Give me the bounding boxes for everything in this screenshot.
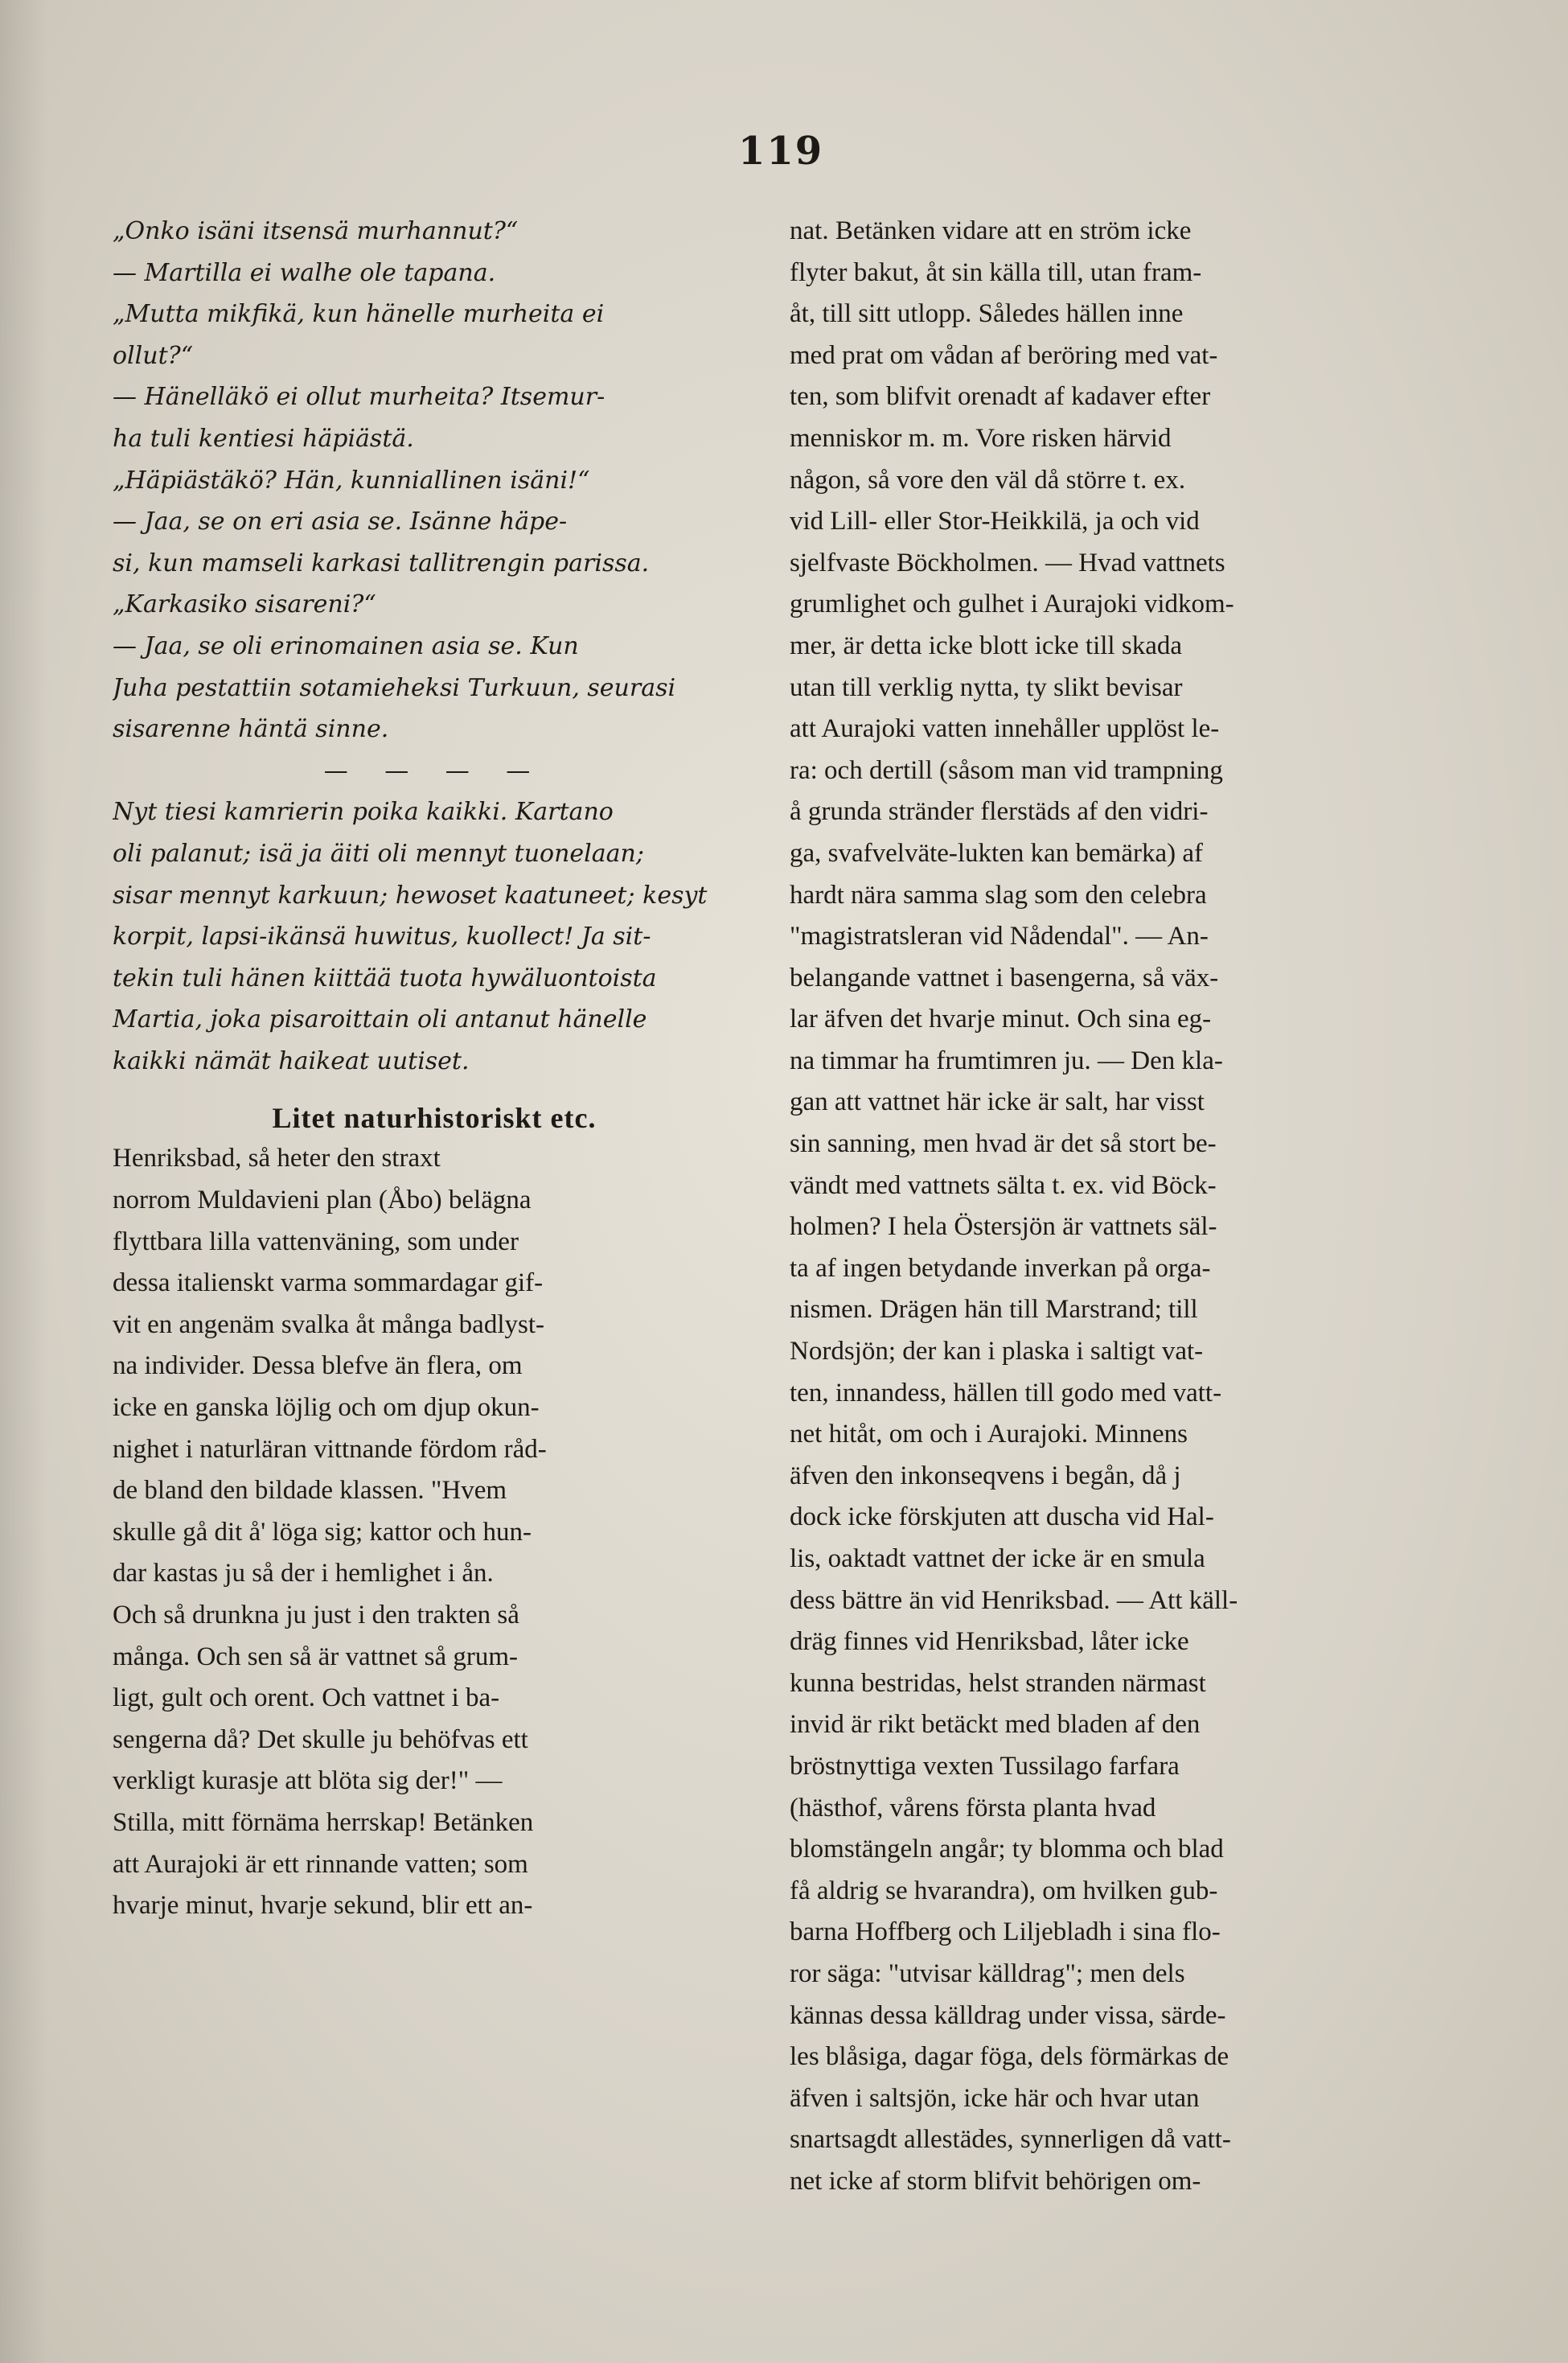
text-line: sjelfvaste Böckholmen. — Hvad vattnets	[790, 548, 1225, 577]
text-line: snartsagdt allestädes, synnerligen då vatt-	[790, 2125, 1231, 2155]
text-line: korpit, lapsi-ikänsä huwitus, kuollect! Ja sit-	[113, 923, 651, 951]
text-line: hardt nära samma slag som den celebra	[790, 880, 1207, 910]
text-line: icke en ganska löjlig och om djup okun-	[113, 1393, 540, 1423]
page-fold-shadow	[0, 0, 48, 2363]
article-body	[113, 1138, 756, 1926]
text-line: kännas dessa källdrag under vissa, särde-	[790, 2000, 1226, 2030]
text-line: att Aurajoki vatten innehåller upplöst le-	[790, 714, 1220, 744]
text-line: „Mutta mikfikä, kun hänelle murheita ei	[113, 300, 605, 329]
text-line: vändt med vattnets sälta t. ex. vid Böck-	[790, 1170, 1217, 1200]
section-heading: Litet naturhistoriskt etc.	[272, 1102, 597, 1135]
text-line: sisar mennyt karkuun; hewoset kaatuneet; kesyt	[113, 881, 708, 910]
text-line: ra: och dertill (såsom man vid trampning	[790, 755, 1223, 785]
text-line: (hästhof, vårens första planta hvad	[790, 1793, 1156, 1823]
text-line: Nyt tiesi kamrierin poika kaikki. Kartano	[113, 798, 614, 827]
text-line: ga, svafvelväte-lukten kan bemärka) af	[790, 838, 1203, 868]
section-separator: — — — —	[323, 756, 545, 785]
text-line: lar äfven det hvarje minut. Och sina eg-	[790, 1005, 1212, 1034]
text-line: lis, oaktadt vattnet der icke är en smula	[790, 1544, 1205, 1573]
text-line: bröstnyttiga vexten Tussilago farfara	[790, 1751, 1180, 1781]
page-number: 119	[738, 129, 824, 174]
text-line: grumlighet och gulhet i Aurajoki vidkom-	[790, 590, 1234, 619]
text-line: flyttbara lilla vattenväning, som under	[113, 1227, 519, 1256]
text-line: sengerna då? Det skulle ju behöfvas ett	[113, 1724, 528, 1754]
text-line: mer, är detta icke blott icke till skada	[790, 631, 1182, 660]
text-line: — Martilla ei walhe ole tapana.	[113, 258, 496, 287]
right-column	[790, 211, 1441, 2203]
text-line: dock icke förskjuten att duscha vid Hal-	[790, 1502, 1214, 1532]
text-line: dräg finnes vid Henriksbad, låter icke	[790, 1627, 1189, 1657]
text-line: net icke af storm blifvit behörigen om-	[790, 2166, 1201, 2196]
text-line: dess bättre än vid Henriksbad. — Att käll-	[790, 1585, 1238, 1615]
text-line: Martia, joka pisaroittain oli antanut hänelle	[113, 1005, 647, 1034]
text-line: nismen. Drägen hän till Marstrand; till	[790, 1295, 1198, 1325]
text-line: "magistratsleran vid Nådendal". — An-	[790, 922, 1209, 951]
text-line: ollut?“	[113, 341, 194, 370]
text-line: — Jaa, se on eri asia se. Isänne häpe-	[113, 508, 568, 536]
text-line: si, kun mamseli karkasi tallitrengin parissa.	[113, 549, 650, 577]
text-line: ten, innandess, hällen till godo med vatt-	[790, 1378, 1222, 1408]
text-line: ligt, gult och orent. Och vattnet i ba-	[113, 1683, 500, 1713]
text-line: na timmar ha frumtimren ju. — Den kla-	[790, 1046, 1223, 1075]
text-line: — Jaa, se oli erinomainen asia se. Kun	[113, 631, 579, 660]
text-line: vit en angenäm svalka åt många badlyst-	[113, 1309, 544, 1339]
text-line: kaikki nämät haikeat uutiset.	[113, 1046, 470, 1075]
text-line: skulle gå dit å' löga sig; kattor och hun-	[113, 1517, 532, 1547]
text-line: nighet i naturläran vittnande fördom råd-	[113, 1434, 547, 1464]
text-line: Stilla, mitt förnäma herrskap! Betänken	[113, 1807, 534, 1837]
text-line: vid Lill- eller Stor-Heikkilä, ja och vid	[790, 507, 1200, 536]
text-line: sisarenne häntä sinne.	[113, 715, 389, 744]
text-line: sin sanning, men hvad är det så stort be-	[790, 1129, 1217, 1159]
text-line: Henriksbad, så heter den straxt	[113, 1144, 441, 1173]
text-line: holmen? I hela Östersjön är vattnets säl-	[790, 1212, 1217, 1242]
text-line: många. Och sen så är vattnet så grum-	[113, 1642, 518, 1671]
text-line: någon, så vore den väl då större t. ex.	[790, 465, 1186, 495]
text-line: tekin tuli hänen kiittää tuota hywäluontoista	[113, 964, 657, 992]
text-line: äfven i saltsjön, icke här och hvar utan	[790, 2083, 1200, 2113]
text-line: na individer. Dessa blefve än flera, om	[113, 1351, 523, 1381]
text-line: „Häpiästäkö? Hän, kunniallinen isäni!“	[113, 466, 590, 495]
text-line: norrom Muldavieni plan (Åbo) belägna	[113, 1186, 532, 1215]
text-line: få aldrig se hvarandra), om hvilken gub-	[790, 1876, 1218, 1905]
text-line: belangande vattnet i basengerna, så väx-	[790, 963, 1219, 992]
text-line: blomstängeln angår; ty blomma och blad	[790, 1835, 1224, 1864]
text-line: utan till verklig nytta, ty slikt bevisar	[790, 672, 1183, 702]
narrative-paragraph	[113, 791, 756, 1082]
text-line: flyter bakut, åt sin källa till, utan fram-	[790, 257, 1202, 287]
text-line: åt, till sitt utlopp. Således hällen inne	[790, 299, 1184, 329]
text-line: äfven den inkonseqvens i begån, då j	[790, 1461, 1181, 1490]
text-line: Nordsjön; der kan i plaska i saltigt vat-	[790, 1337, 1204, 1366]
text-line: dar kastas ju så der i hemlighet i ån.	[113, 1559, 494, 1588]
text-line: hvarje minut, hvarje sekund, blir ett an-	[113, 1891, 533, 1921]
text-line: ror säga: "utvisar källdrag"; men dels	[790, 1958, 1185, 1988]
text-line: att Aurajoki är ett rinnande vatten; som	[113, 1849, 528, 1879]
text-line: ten, som blifvit orenadt af kadaver efter	[790, 382, 1211, 412]
text-line: gan att vattnet här icke är salt, har visst	[790, 1087, 1205, 1117]
left-column	[113, 211, 756, 1927]
text-line: net hitåt, om och i Aurajoki. Minnens	[790, 1420, 1188, 1449]
text-line: „Karkasiko sisareni?“	[113, 590, 376, 619]
text-line: ta af ingen betydande inverkan på orga-	[790, 1253, 1211, 1283]
text-line: kunna bestridas, helst stranden närmast	[790, 1668, 1206, 1698]
text-line: Och så drunkna ju just i den trakten så	[113, 1601, 519, 1629]
text-line: les blåsiga, dagar föga, dels förmärkas de	[790, 2042, 1229, 2072]
text-line: ha tuli kentiesi häpiästä.	[113, 424, 414, 453]
text-line: invid är rikt betäckt med bladen af den	[790, 1710, 1201, 1740]
text-line: å grunda stränder flerstäds af den vidri-	[790, 797, 1209, 827]
text-line: menniskor m. m. Vore risken härvid	[790, 423, 1172, 453]
text-line: „Onko isäni itsensä murhannut?“	[113, 217, 519, 245]
text-line: de bland den bildade klassen. "Hvem	[113, 1476, 507, 1506]
text-line: verkligt kurasje att blöta sig der!" —	[113, 1766, 503, 1796]
text-line: Juha pestattiin sotamieheksi Turkuun, seurasi	[113, 673, 676, 702]
text-line: barna Hoffberg och Liljebladh i sina flo-	[790, 1917, 1221, 1947]
text-line: oli palanut; isä ja äiti oli mennyt tuonelaan;	[113, 839, 644, 868]
text-line: nat. Betänken vidare att en ström icke	[790, 216, 1192, 245]
text-line: dessa italienskt varma sommardagar gif-	[113, 1268, 544, 1298]
text-line: — Hänelläkö ei ollut murheita? Itsemur-	[113, 383, 605, 412]
dialogue-block	[113, 211, 756, 750]
text-line: med prat om vådan af beröring med vat-	[790, 340, 1218, 370]
